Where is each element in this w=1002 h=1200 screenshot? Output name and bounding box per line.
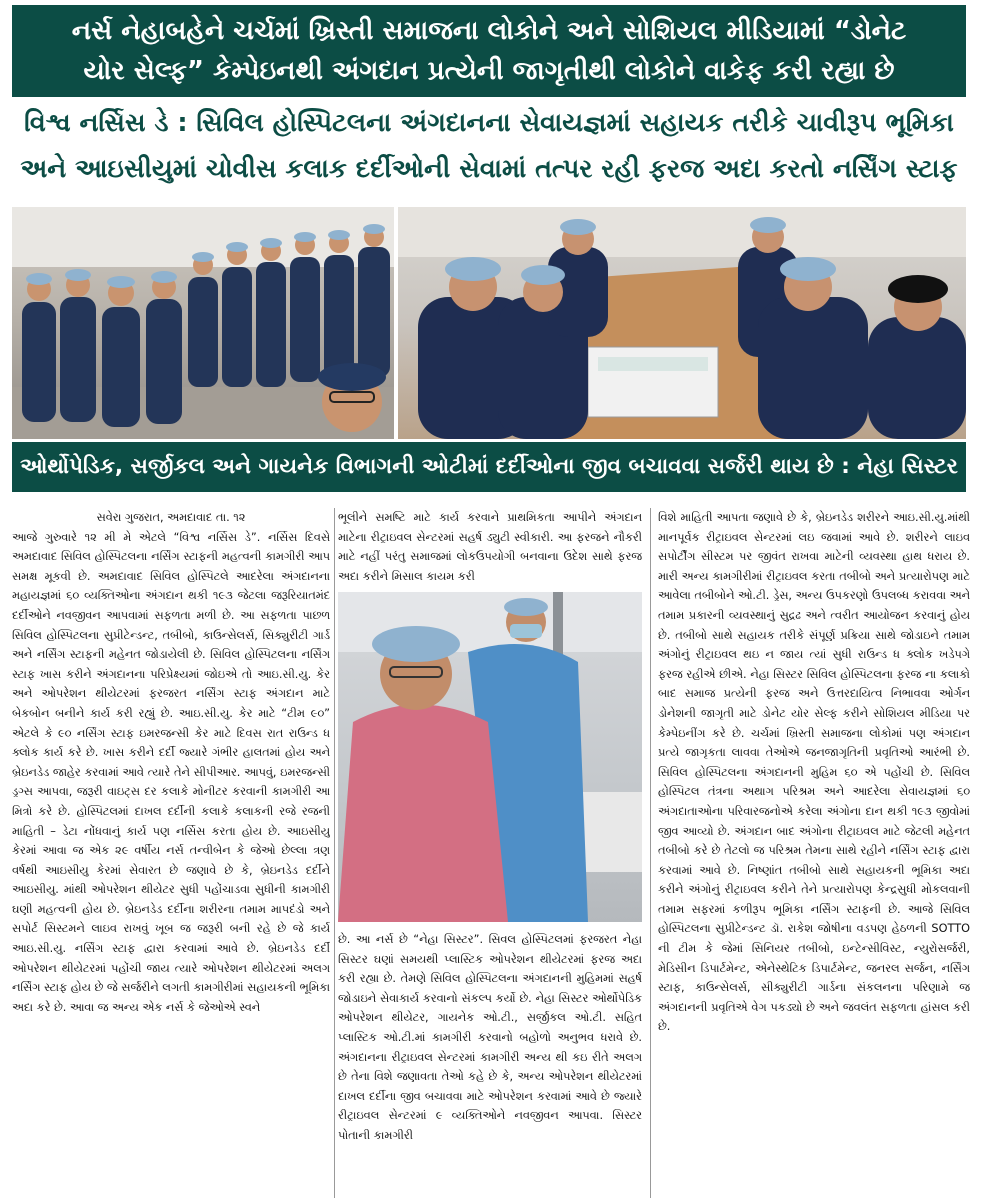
- headline-line-2: યોર સેલ્ફ” કેમ્પેઇનથી અંગદાન પ્રત્યેની જાગૃતીથી લોકોને વાકેફ કરી રહ્યા છે: [83, 56, 895, 86]
- headline-banner: [12, 5, 966, 97]
- column-divider: [334, 508, 335, 1198]
- neha-sister-illustration: [338, 592, 642, 922]
- column-divider: [650, 508, 651, 1198]
- subheadline-line-2: અને આઇસીયુમાં ચોવીસ કલાક દર્દીઓની સેવામાં તત્પર રહી ફરજ અદા કરતો નર્સિંગ સ્ટાફ: [20, 154, 958, 184]
- second-banner-text: ઓર્થોપેડિક, સર્જીકલ અને ગાયનેક વિભાગની ઓટીમાં દર્દીઓના જીવ બચાવવા સર્જરી થાય છે : નેહા સિસ્ટર: [20, 454, 958, 479]
- article-column-2-top: [338, 508, 642, 588]
- column-2-top-text: ભૂલીને સમષ્ટિ માટે કાર્ય કરવાને પ્રાથમિકતા આપીને અંગદાન માટેના રીટ્રાઇવલ સેન્ટરમાં સહર્ષ ડ્યુટી સ્વીકારી. આ ફરજને નૌકરી માટે નહીં પરંતુ સમાજમાં લોકઉપયોગી બનવાના ઉદેશ સાથે ફરજ અદા કરીને મિસાલ કાયમ કરી: [338, 511, 642, 583]
- headline-line-1: નર્સ નેહાબહેને ચર્ચમાં ખ્રિસ્તી સમાજના લોકોને અને સોશિયલ મીડિયામાં “ડોનેટ: [71, 16, 907, 46]
- article-column-2-bottom: [338, 930, 642, 1198]
- column-1-text: આજે ગુરુવારે ૧૨ મી મે એટલે “વિશ્વ નર્સિસ ડે”. નર્સિસ દિવસે અમદાવાદ સિવિલ હોસ્પિટલના નર્સિંગ સ્ટાફની મહત્વની કામગીરી આપ સમક્ષ મૂકવી છે. અમદાવાદ સિવિલ હોસ્પિટલે આદરેલા અંગદાનના મહાયજ્ઞમાં ૬૦ વ્યક્તિઓના અંગદાન થકી ૧૯૩ જેટલા જરૂરિયાતમંદ દર્દીઓને નવજીવન આપવામાં સફળતા મળી છે. આ સફળતા પાછળ સિવિલ હોસ્પિટલના સુપ્રીટેન્ડન્ટ, તબીબો, કાઉન્સેલર્સ, સિક્યુરીટી ગાર્ડ અને નર્સિંગ સ્ટાફની મહેનત જોડાયેલી છે. સિવિલ હોસ્પિટલના નર્સિંગ સ્ટાફ ખાસ કરીને અંગદાનના પરિપ્રેક્ષ્યમાં જોઇએ તો આઇ.સી.યુ. કેર અને ઓપરેશન થીયેટરમાં ફરજરત નર્સિંગ સ્ટાફ અંગદાન માટે બેકબોન બનીને કાર્ય કરી રહ્યું છે. આઇ.સી.યુ. કેર માટે “ટીમ ૯૦” એટલે કે ૯૦ નર્સિંગ સ્ટાફ ઇમરજન્સી કેર માટે દિવસ રાત રાઉન્ડ ધ ક્લોક કાર્ય કરે છે. ખાસ કરીને દર્દી જ્યારે ગંભીર હાલતમાં હોય અને બ્રેઇનડેડ જાહેર કરવામાં આવે ત્યારે તેને સીપીઆર. આપવું, ઇમરજન્સી ડ્રગ્સ આપવા, જરૂરી વાઇટ્સ દર કલાકે મોનીટર કરવાની કામગીરી આ મિત્રો કરે છે. હોસ્પિટલમાં દાખલ દર્દીની કલાકે કલાકની રજે રજની માહિતી – ડેટા નોંધવાનું કાર્ય પણ નર્સિસ કરતા હોય છે. આઇસીયુ કેરમાં આવા જ એક ૨૯ વર્ષીય નર્સ તન્વીબેન કે જેઓ છેલ્લા ત્રણ વર્ષથી આઇસીયુ કેરમાં સેવારત છે જણાવે છે કે, બ્રેઇનડેડ દર્દીને આઇસીયુ. માંથી ઓપરેશન થીયેટર સુધી પહોંચાડવા સુધીની કામગીરી ઘણી મહત્વની હોય છે. બ્રેઇનડેડ દર્દીના શરીરના તમામ માપદંડો અને સપોર્ટ સિસ્ટમને લાઇવ રાખવું ખૂબ જ જરૂરી બની રહે છે જે કાર્ય આઇ.સી.યુ. નર્સિંગ સ્ટાફ દ્વારા કરવામાં આવે છે. બ્રેઇનડેડ દર્દી ઓપરેશન થીયેટરમાં પહોંચી જાય ત્યારે ઓપરેશન થીયેટરમાં અલગ નર્સિંગ સ્ટાફ હોય છે જે સર્જરીને લગતી કામગીરીમાં સહાયકની ભૂમિકા અદા કરે છે. આવા જ અન્ય એક નર્સ કે જેઓએ સ્વને: [12, 530, 330, 1014]
- subheadline: [12, 100, 966, 200]
- column-2-bottom-text: છે. આ નર્સ છે “નેહા સિસ્ટર”. સિવલ હોસ્પિટલમાં ફરજરત નેહા સિસ્ટર ઘણાં સમયથી પ્લાસ્ટિક ઓપરેશન થીયેટરમાં ફરજ અદા કરી રહ્યા છે. તેમણે સિવિલ હોસ્પિટલના અંગદાનની મુહિમમાં સહર્ષ જોડાઇને સેવાકાર્ય કરવાનો સંકલ્પ કર્યો છે. નેહા સિસ્ટર ઓર્થોપેડિક ઓપરેશન થીયેટર, ગાયનેક ઓ.ટી., સર્જીકલ ઓ.ટી. સહિત પ્લાસ્ટિક ઓ.ટી.માં કામગીરી કરવાનો બહોળો અનુભવ ધરાવે છે. અંગદાનના રીટ્રાઇવલ સેન્ટરમાં કામગીરી અન્ય થી કઇ રીતે અલગ છે તેના વિશે જણાવતા તેઓ કહે છે કે, અન્ય ઓપરેશન થીયેટરમાં દાખલ દર્દીના જીવ બચાવવા માટે ઓપરેશન કરવામાં આવે છે જ્યારે રીટ્રાઇવલ સેન્ટરમાં ૯ વ્યક્તિઓને નવજીવન આપવા. સિસ્ટર પોતાની કામગીરી: [338, 933, 642, 1142]
- neha-sister-photo: [338, 592, 642, 922]
- nurses-meeting-illustration: [398, 207, 966, 439]
- article-column-1: [12, 508, 330, 1198]
- column-3-text: વિશે માહિતી આપતા જણાવે છે કે, બ્રેઇનડેડ શરીરને આઇ.સી.યુ.માંથી માનપૂર્વક રીટ્રાઇવલ સેન્ટરમાં લઇ જવામાં આવે છે. શરીરને લાઇવ સપોર્ટીંગ સીસ્ટમ પર જીવંત રાખવા માટેની વ્યવસ્થા હાથ ધરાય છે. મારી અન્ય કામગીરીમાં રીટ્રાઇવલ કરતા તબીબો અને પ્રત્યારોપણ માટે આવેલા તબીબોને ઓ.ટી. ડ્રેસ, અન્ય ઉપકરણો ઉપલબ્ધ કરાવવા અને તમામ પ્રકારની વ્યવસ્થાનું સુદ્રઢ અને ત્વરીત આયોજન કરવાનું હોય છે. તબીબો સાથે સહાયક તરીકે સંપૂર્ણ પ્રક્રિયા સાથે જોડાઇને તમામ અંગોનું રીટ્રાઇવલ થઇ ન જાય ત્યાં સુધી રાઉન્ડ ધ ક્લોક ખડેપગે ફરજ રહીએ છીએ. નેહા સિસ્ટર સિવિલ હોસ્પિટલના ફરજ ના કલાકો બાદ સમાજ પ્રત્યેની ફરજ અને ઉત્તરદાયિત્વ નિભાવવા ઓર્ગન ડોનેશની જાગૃતી માટે ડોનેટ યોર સેલ્ફ કરીને સોશિયલ મીડિયા પર કેમ્પેઇનીંગ કરે છે. ચર્ચમાં ખ્રિસ્તી સમાજના લોકોમાં પણ અંગદાન પ્રત્યે જાગૃકતા લાવવા તેઓએ જનજાગૃતિની પ્રવૃતિઓ આરંભી છે. સિવિલ હોસ્પિટલના અંગદાનની મુહિમ ૬૦ એ પહોંચી છે. સિવિલ હોસ્પિટલ તંત્રના અથાગ પરિશ્રમ અને આદરેલા સેવાયજ્ઞમાં ૬૦ અંગદાતાઓના પરિવારજનોએ કરેલા અંગોના દાન થકી ૧૯૩ જીવોમાં જીવ આવ્યો છે. અંગદાન બાદ અંગોના રીટ્રાઇવલ માટે જેટલી મહેનત તબીબો કરે છે તેટલો જ પરિશ્રમ તેમના સાથે રહીને નર્સિંગ સ્ટાફ દ્વારા કરવામાં આવે છે. નિષ્ણાંત તબીબો સાથે સહાયકની ભૂમિકા અદા કરીને અંગોનું રીટ્રાઇવલ કરીને તેને પ્રત્યારોપણ કેન્દ્રસુધી મોકલવાની તમામ સફરમાં કળીરૂપ ભૂમિકા નર્સિંગ સ્ટાફની છે. આજે સિવિલ હોસ્પિટલના સુપ્રીટેન્ડન્ટ ડૉ. રાકેશ જોષીના વડપણ હેઠળની SOTTO ની ટીમ કે જેમાં સિનિયર તબીબો, ઇન્ટેન્સીવિસ્ટ, ન્યુરોસર્જરી, મેડિસીન ડિપાર્ટમેન્ટ, એનેસ્થેટિક ડિપાર્ટમેન્ટ, જનરલ સર્જન, નર્સિંગ સ્ટાફ, કાઉન્સેલર્સ, સીક્યુરીટી ગાર્ડના સંકલનના પરિણામે જ અંગદાનની પ્રવૃતિએ વેગ પકડ્યો છે અને જવલંત સફળતા હાંસલ કરી છે.: [658, 511, 970, 1034]
- nurses-group-photo: [12, 207, 394, 439]
- nurses-group-illustration: [12, 207, 394, 439]
- article-column-3: [658, 508, 970, 1198]
- nurses-meeting-photo: [398, 207, 966, 439]
- dateline: સવેરા ગુજરાત, અમદાવાદ તા. ૧૨: [96, 511, 246, 524]
- second-banner: [12, 442, 966, 492]
- subheadline-line-1: વિશ્વ નર્સિસ ડે : સિવિલ હોસ્પિટલના અંગદાનના સેવાયજ્ઞમાં સહાયક તરીકે ચાવીરૂપ ભૂમિકા: [24, 108, 954, 138]
